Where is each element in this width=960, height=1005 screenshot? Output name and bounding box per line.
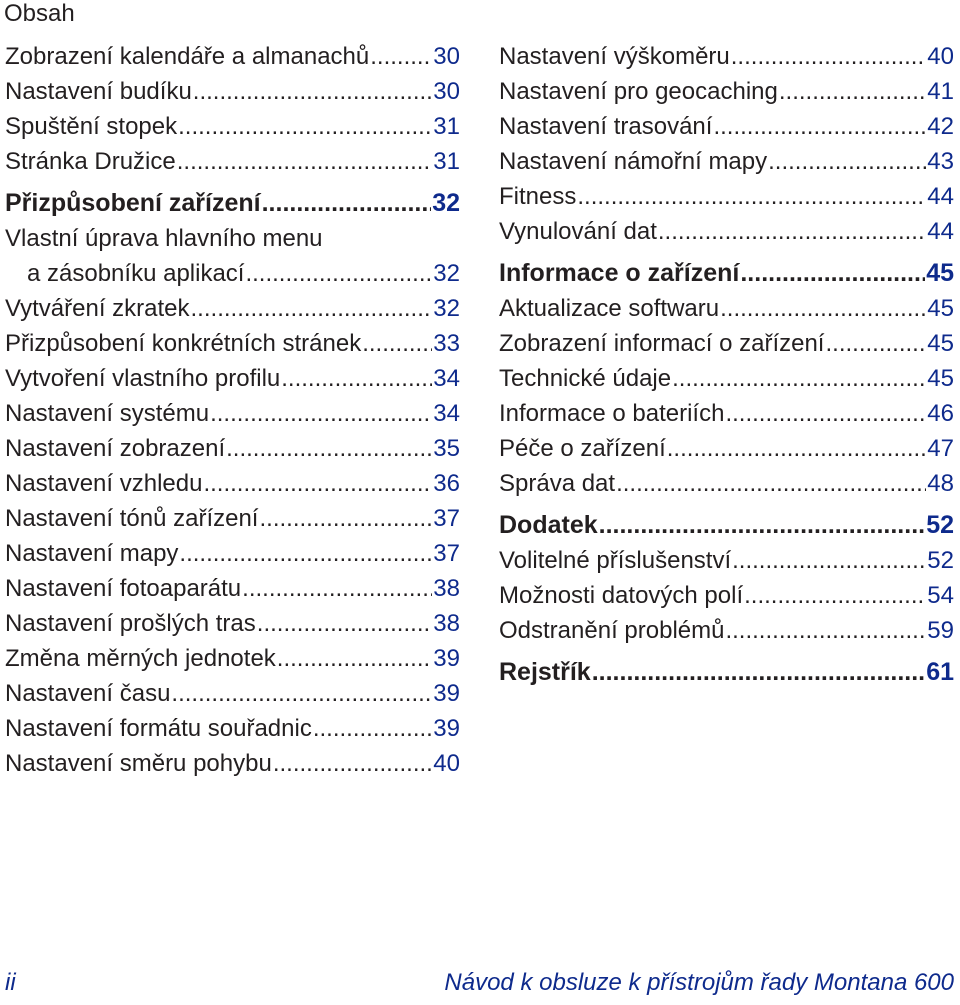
toc-entry-label: Zobrazení informací o zařízení <box>499 330 825 357</box>
toc-entry-label: Možnosti datových polí <box>499 582 744 609</box>
toc-entry-page-number[interactable]: 37 <box>433 540 460 567</box>
toc-entry[interactable] <box>5 501 460 536</box>
toc-entry-page-number[interactable]: 40 <box>927 43 954 70</box>
toc-entry-label: Změna měrných jednotek <box>5 645 276 672</box>
toc-entry[interactable] <box>5 109 460 144</box>
toc-entry-page-number[interactable]: 39 <box>433 645 460 672</box>
dot-leader <box>616 466 926 501</box>
toc-entry[interactable] <box>499 396 954 431</box>
toc-entry-page-number[interactable]: 52 <box>927 547 954 574</box>
toc-entry-page-number[interactable]: 34 <box>433 365 460 392</box>
toc-entry-label: Vlastní úprava hlavního menu <box>5 225 323 252</box>
toc-entry-label: Nastavení pro geocaching <box>499 78 778 105</box>
toc-entry[interactable] <box>5 536 460 571</box>
toc-entry-label: Spuštění stopek <box>5 113 178 140</box>
toc-entry-label: Rejstřík <box>499 658 591 686</box>
toc-entry-label: Nastavení mapy <box>5 540 179 567</box>
toc-entry-label: Fitness <box>499 183 577 210</box>
dot-leader <box>257 606 433 641</box>
toc-entry-label: Stránka Družice <box>5 148 176 175</box>
dot-leader <box>193 74 433 109</box>
dot-leader <box>171 676 432 711</box>
toc-entry[interactable] <box>499 361 954 396</box>
dot-leader <box>731 39 927 74</box>
toc-entry-label: Informace o zařízení <box>499 259 740 287</box>
dot-leader <box>191 291 433 326</box>
dot-leader <box>713 109 926 144</box>
dot-leader <box>210 396 432 431</box>
toc-entry[interactable] <box>5 361 460 396</box>
toc-entry-label: Nastavení směru pohybu <box>5 750 272 777</box>
toc-entry[interactable] <box>5 256 460 291</box>
page-title: Obsah <box>4 0 75 27</box>
toc-entry[interactable] <box>5 431 460 466</box>
toc-entry-label: Nastavení zobrazení <box>5 435 226 462</box>
toc-entry[interactable] <box>5 221 460 256</box>
toc-entry-page-number[interactable]: 32 <box>432 189 460 217</box>
toc-entry-label: Nastavení trasování <box>499 113 713 140</box>
toc-entry-label: a zásobníku aplikací <box>27 260 245 287</box>
toc-entry[interactable] <box>5 39 460 74</box>
dot-leader <box>667 431 927 466</box>
dot-leader <box>725 613 926 648</box>
toc-entry-page-number[interactable]: 45 <box>927 330 954 357</box>
toc-entry-page-number[interactable]: 59 <box>927 617 954 644</box>
toc-entry-page-number[interactable]: 48 <box>927 470 954 497</box>
dot-leader <box>226 431 432 466</box>
footer-page-number: ii <box>5 969 16 996</box>
dot-leader <box>203 466 432 501</box>
toc-entry[interactable] <box>5 466 460 501</box>
toc-entry[interactable] <box>5 641 460 676</box>
toc-entry-label: Vytváření zkratek <box>5 295 190 322</box>
toc-entry-page-number[interactable]: 46 <box>927 400 954 427</box>
dot-leader <box>779 74 926 109</box>
dot-leader <box>273 746 432 781</box>
toc-entry-label: Informace o bateriích <box>499 400 725 427</box>
dot-leader <box>179 536 432 571</box>
dot-leader <box>242 571 432 606</box>
toc-entry-label: Volitelné příslušenství <box>499 547 732 574</box>
toc-entry[interactable] <box>499 74 954 109</box>
toc-entry-page-number[interactable]: 41 <box>927 78 954 105</box>
dot-leader <box>744 578 926 613</box>
toc-entry[interactable] <box>499 291 954 326</box>
toc-entry[interactable] <box>499 466 954 501</box>
toc-entry[interactable] <box>5 74 460 109</box>
dot-leader <box>672 361 926 396</box>
toc-entry-label: Vynulování dat <box>499 218 657 245</box>
toc-entry-label: Odstranění problémů <box>499 617 725 644</box>
toc-entry-page-number[interactable]: 34 <box>433 400 460 427</box>
toc-entry-page-number[interactable]: 42 <box>927 113 954 140</box>
toc-entry-page-number[interactable]: 39 <box>433 680 460 707</box>
toc-entry[interactable] <box>499 214 954 249</box>
toc-entry-page-number[interactable]: 38 <box>433 575 460 602</box>
dot-leader <box>177 144 433 179</box>
dot-leader <box>658 214 926 249</box>
toc-entry[interactable] <box>499 431 954 466</box>
toc-entry-label: Nastavení času <box>5 680 171 707</box>
toc-entry-label: Správa dat <box>499 470 616 497</box>
toc-entry-page-number[interactable]: 52 <box>926 511 954 539</box>
toc-entry-page-number[interactable]: 44 <box>927 218 954 245</box>
toc-entry-label: Zobrazení kalendáře a almanachů <box>5 43 370 70</box>
dot-leader <box>720 291 926 326</box>
toc-entry-page-number[interactable]: 39 <box>433 715 460 742</box>
toc-entry-label: Přizpůsobení konkrétních stránek <box>5 330 362 357</box>
toc-entry-page-number[interactable]: 33 <box>433 330 460 357</box>
toc-entry[interactable] <box>5 396 460 431</box>
toc-entry[interactable] <box>5 571 460 606</box>
dot-leader <box>768 144 926 179</box>
toc-entry-page-number[interactable]: 61 <box>926 658 954 686</box>
toc-entry[interactable] <box>499 326 954 361</box>
toc-entry-page-number[interactable]: 44 <box>927 183 954 210</box>
toc-entry[interactable] <box>499 578 954 613</box>
toc-entry[interactable] <box>499 179 954 214</box>
dot-leader <box>245 256 432 291</box>
dot-leader <box>599 508 926 543</box>
toc-entry[interactable] <box>5 676 460 711</box>
toc-entry-label: Technické údaje <box>499 365 672 392</box>
dot-leader <box>825 326 926 361</box>
toc-section-entry[interactable] <box>5 186 460 221</box>
toc-entry-label: Aktualizace softwaru <box>499 295 720 322</box>
toc-section-entry[interactable] <box>499 508 954 543</box>
toc-entry-label: Nastavení výškoměru <box>499 43 730 70</box>
toc-section-entry[interactable] <box>499 256 954 291</box>
toc-entry-label: Nastavení formátu souřadnic <box>5 715 312 742</box>
toc-entry-page-number[interactable]: 31 <box>433 148 460 175</box>
dot-leader <box>592 655 925 690</box>
toc-entry-label: Nastavení prošlých tras <box>5 610 256 637</box>
toc-entry-label: Nastavení fotoaparátu <box>5 575 242 602</box>
toc-entry-label: Nastavení tónů zařízení <box>5 505 259 532</box>
toc-entry-page-number[interactable]: 40 <box>433 750 460 777</box>
toc-entry-label: Nastavení systému <box>5 400 210 427</box>
footer-manual-title: Návod k obsluze k přístrojům řady Montana 600 <box>444 969 954 996</box>
toc-entry[interactable] <box>5 144 460 179</box>
dot-leader <box>281 361 432 396</box>
toc-entry[interactable] <box>499 543 954 578</box>
toc-entry-page-number[interactable]: 32 <box>433 295 460 322</box>
toc-entry[interactable] <box>5 746 460 781</box>
toc-entry-page-number[interactable]: 38 <box>433 610 460 637</box>
toc-entry[interactable] <box>5 326 460 361</box>
toc-entry[interactable] <box>5 291 460 326</box>
toc-entry-label: Přizpůsobení zařízení <box>5 189 261 217</box>
toc-entry-page-number[interactable]: 37 <box>433 505 460 532</box>
toc-entry[interactable] <box>5 606 460 641</box>
toc-entry-label: Nastavení vzhledu <box>5 470 203 497</box>
toc-entry[interactable] <box>499 613 954 648</box>
toc-entry-label: Nastavení budíku <box>5 78 192 105</box>
dot-leader <box>725 396 926 431</box>
toc-entry-label: Vytvoření vlastního profilu <box>5 365 281 392</box>
dot-leader <box>262 186 432 221</box>
toc-entry-page-number[interactable]: 31 <box>433 113 460 140</box>
toc-entry-page-number[interactable]: 36 <box>433 470 460 497</box>
toc-entry-page-number[interactable]: 30 <box>433 43 460 70</box>
toc-section-entry[interactable] <box>499 655 954 690</box>
toc-left-column <box>5 39 460 781</box>
toc-entry-page-number[interactable]: 47 <box>927 435 954 462</box>
toc-entry-label: Péče o zařízení <box>499 435 666 462</box>
toc-entry-label: Nastavení námořní mapy <box>499 148 768 175</box>
toc-entry-page-number[interactable]: 35 <box>433 435 460 462</box>
toc-entry[interactable] <box>499 144 954 179</box>
toc-entry-label: Dodatek <box>499 511 598 539</box>
toc-entry-page-number[interactable]: 45 <box>926 259 954 287</box>
dot-leader <box>313 711 432 746</box>
dot-leader <box>178 109 432 144</box>
toc-entry-page-number[interactable]: 30 <box>433 78 460 105</box>
dot-leader <box>732 543 926 578</box>
dot-leader <box>740 256 925 291</box>
toc-entry-page-number[interactable]: 45 <box>927 295 954 322</box>
toc-entry[interactable] <box>499 39 954 74</box>
toc-entry-page-number[interactable]: 45 <box>927 365 954 392</box>
toc-right-column <box>499 39 954 690</box>
toc-entry[interactable] <box>5 711 460 746</box>
dot-leader <box>259 501 432 536</box>
toc-entry[interactable] <box>499 109 954 144</box>
dot-leader <box>370 39 432 74</box>
dot-leader <box>362 326 432 361</box>
dot-leader <box>277 641 433 676</box>
toc-entry-page-number[interactable]: 54 <box>927 582 954 609</box>
toc-entry-page-number[interactable]: 43 <box>927 148 954 175</box>
toc-entry-page-number[interactable]: 32 <box>433 260 460 287</box>
dot-leader <box>577 179 926 214</box>
